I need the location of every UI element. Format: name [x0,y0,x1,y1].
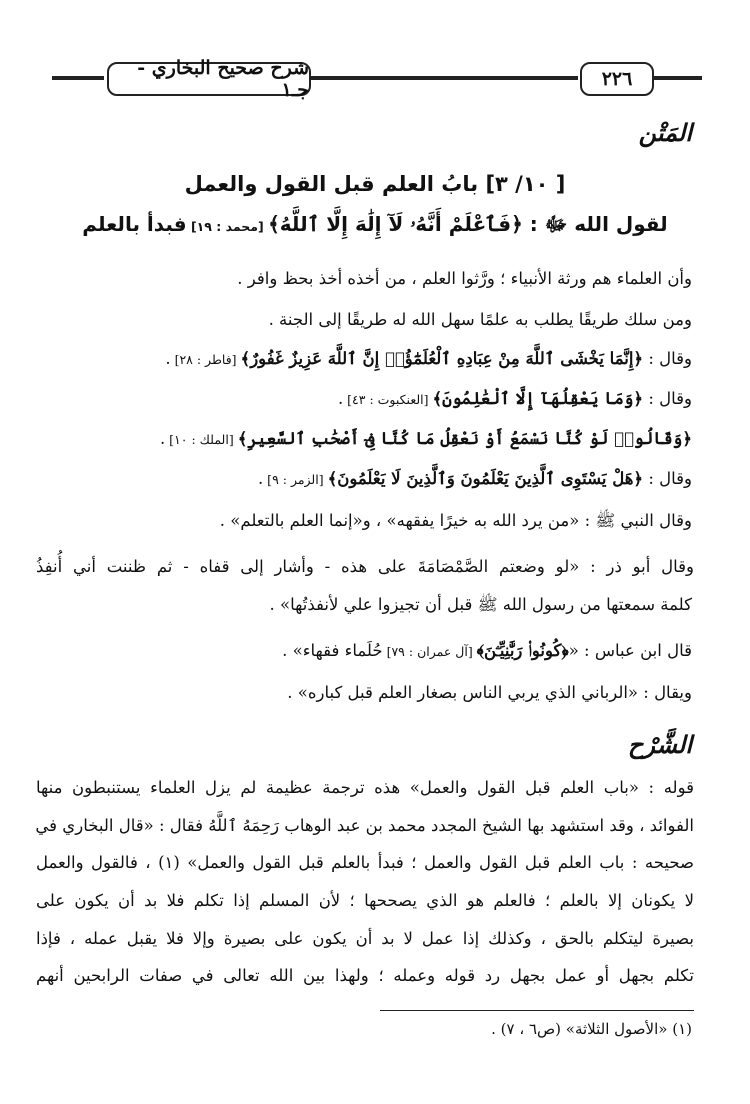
matn-line: كلمة سمعتها من رسول الله ﷺ قبل أن تجيزوا علي لأنفذتُها» . [269,595,692,614]
line-tail: . [159,429,166,448]
sharh-line: الفوائد ، وقد استشهد بها الشيخ المجدد محمد بن عبد الوهاب رَحِمَهُ ٱللَّهُ فقال : «قال البخاري في [35,816,694,835]
subtitle-lead: لقول الله ﷻ : [522,212,668,236]
matn-label: المَتْن [638,118,692,147]
matn-line: ومن سلك طريقًا يطلب به علمًا سهل الله له طريقًا إلى الجنة . [268,310,692,329]
matn-line: ويقال : «الرباني الذي يربي الناس بصغار العلم قبل كباره» . [287,683,692,702]
line-tail: . [165,349,171,368]
line-tail: حُلَماء فقهاء» . [282,641,383,660]
matn-line [40,428,692,449]
matn-line: وقال أبو ذر : «لو وضعتم الصَّمْصَامَةَ على هذه - وأشار إلى قفاه - ثم ظننت أني أُنفِذُ [36,557,694,576]
verse-reference: [آل عمران : ٧٩] [382,644,477,659]
matn-line: وقال النبي ﷺ : «من يرد الله به خيرًا يفقهه» ، و«إنما العلم بالتعلم» . [219,511,692,530]
matn-line [40,468,692,489]
line-lead: وقال : [643,349,692,368]
matn-line [40,388,692,409]
page-number: ٢٢٦ [580,62,654,96]
quran-verse: ﴿هَلْ يَسْتَوِى ٱلَّذِينَ يَعْلَمُونَ وَٱلَّذِينَ لَا يَعْلَمُونَ﴾ [327,469,644,488]
sharh-line: تكلم بجهل أو عمل بجهل رد قوله وعمله ؛ ولهذا بين الله تعالى في صفات الرابحين أنهم [36,966,694,985]
quran-verse: ﴿إِنَّمَا يَخْشَى ٱللَّهَ مِنْ عِبَادِهِ ٱلْعُلَمَٰٓؤُا۟ إِنَّ ٱللَّهَ عَزِيزٌ غَفُورٌ﴾ [240,349,644,368]
header-rule [652,76,702,80]
running-header [52,57,702,101]
verse-reference: [الزمر : ٩] [263,472,328,487]
chapter-subtitle [40,212,710,241]
header-title: شرح صحيح البخاري - جـ١ [107,62,311,96]
line-lead: قال ابن عباس : « [568,641,692,660]
sharh-line: لا يكونان إلا بالعلم ؛ فالعلم هو الذي يصححها ؛ لأن المسلم إذا تكلم فلا بد أن يكون على [36,891,694,910]
matn-line: وأن العلماء هم ورثة الأنبياء ؛ ورَّثوا العلم ، من أخذه أخذ بحظ وافر . [237,269,692,288]
sharh-line: قوله : «باب العلم قبل القول والعمل» هذه ترجمة عظيمة لم يزل العلماء يستنبطون منها [36,778,694,797]
line-tail: . [337,389,344,408]
header-rule [310,76,578,80]
footnote-rule [380,1010,694,1011]
verse-reference: [العنكبوت : ٤٣] [343,392,433,407]
verse-reference: [محمد : ١٩] [186,219,269,234]
verse-reference: [الملك : ١٠] [165,432,238,447]
footnote: (١) «الأصول الثلاثة» (ص٦ ، ٧) . [491,1020,692,1038]
sharh-label: الشَّرْح [627,730,692,759]
header-rule [52,76,104,80]
sharh-line: صحيحه : باب العلم قبل القول والعمل ؛ فبدأ بالعلم قبل القول والعمل» (١) ، فالقول والعمل [36,853,695,872]
quran-verse: ﴿وَمَا يَعْقِلُهَآ إِلَّا ٱلْعَٰلِمُونَ﴾ [432,389,644,408]
sharh-line: بصيرة ليتكلم بالحق ، وكذلك إذا عمل لا بد أن يكون على بصيرة وإلا فلا يقبل عمله ، فإذا [36,929,694,948]
line-lead: وقال : [643,389,692,408]
line-tail: . [257,469,264,488]
quran-verse: ﴿فَٱعْلَمْ أَنَّهُۥ لَآ إِلَٰهَ إِلَّا ٱللَّهُ﴾ [268,212,523,236]
line-lead: وقال : [643,469,692,488]
subtitle-tail: فبدأ بالعلم [82,212,187,236]
matn-line [40,348,692,369]
verse-reference: [فاطر : ٢٨] [170,352,241,367]
quran-verse: ﴿وَقَالُوا۟ لَوْ كُنَّا نَسْمَعُ أَوْ نَعْقِلُ مَا كُنَّا فِىٓ أَصْحَٰبِ ٱلسَّعِيرِ﴾ [237,429,692,448]
quran-verse: ﴿كُونُوا۟ رَبَّٰنِيِّـۧنَ﴾ [476,641,569,660]
matn-line [40,640,692,661]
chapter-title: [ ١٠/ ٣] بابُ العلم قبل القول والعمل [184,172,566,196]
